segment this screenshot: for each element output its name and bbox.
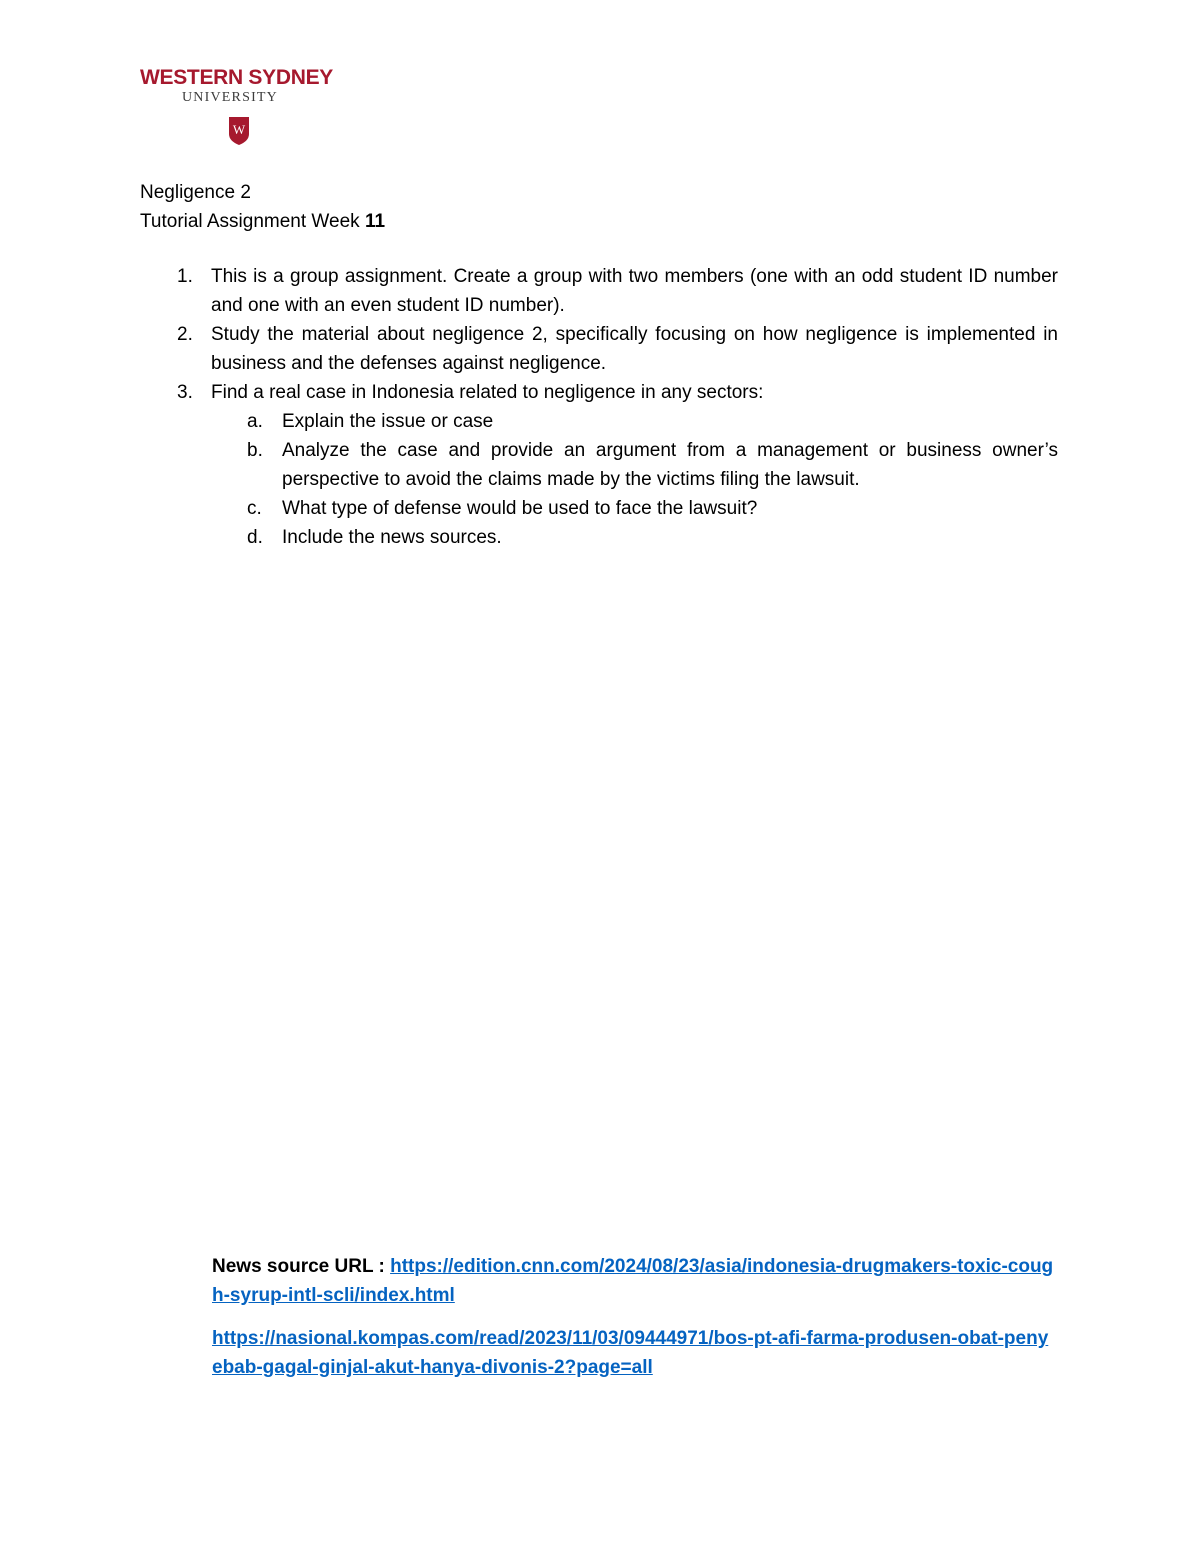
sub-list-letter: c. — [247, 498, 262, 519]
sub-list-item-text: Analyze the case and provide an argument from a management or business owner’s perspective to avoid the claims made by the victims filing the lawsuit. — [282, 440, 1058, 490]
sub-list-item-text: What type of defense would be used to face the lawsuit? — [282, 498, 758, 519]
news-source-label: News source URL : — [212, 1256, 391, 1277]
week-number: 11 — [364, 211, 386, 232]
sub-list-item — [140, 523, 1058, 552]
list-number: 1. — [177, 266, 193, 287]
news-source-link-kompas[interactable]: https://nasional.kompas.com/read/2023/11/03/09444971/bos-pt-afi-farma-produsen-obat-penyebab-gagal-ginjal-akut-hanya-divonis-2?page=all — [212, 1328, 1049, 1378]
sub-list-item — [140, 407, 1058, 436]
logo-wordmark-line2: UNIVERSITY — [182, 90, 278, 105]
news-sources — [212, 1252, 1058, 1382]
sub-list-item-text: Include the news sources. — [282, 527, 502, 548]
subtitle-text: Tutorial Assignment Week — [140, 211, 365, 232]
list-item — [140, 378, 1058, 407]
list-item — [140, 320, 1058, 378]
logo-wordmark-line1: WESTERN SYDNEY — [140, 66, 333, 89]
document-subtitle — [140, 207, 385, 236]
university-logo — [140, 66, 340, 148]
document-heading — [140, 178, 385, 236]
sub-list-item — [140, 436, 1058, 494]
list-item-text: Study the material about negligence 2, specifically focusing on how negligence is implemented in business and the defenses against negligence. — [211, 324, 1058, 374]
document-title: Negligence 2 — [140, 182, 251, 203]
svg-text:W: W — [232, 122, 246, 137]
news-source-link-cnn[interactable]: https://edition.cnn.com/2024/08/23/asia/indonesia-drugmakers-toxic-cough-syrup-intl-scli/index.html — [212, 1256, 1054, 1306]
list-item-text: Find a real case in Indonesia related to negligence in any sectors: — [211, 382, 764, 403]
assignment-list — [140, 262, 1058, 552]
source-1 — [212, 1252, 1058, 1310]
list-item — [140, 262, 1058, 320]
list-number: 3. — [177, 382, 193, 403]
list-number: 2. — [177, 324, 193, 345]
sub-list-item — [140, 494, 1058, 523]
sub-list-letter: d. — [247, 527, 263, 548]
sub-list-item-text: Explain the issue or case — [282, 411, 494, 432]
source-2 — [212, 1324, 1058, 1382]
shield-icon — [228, 116, 250, 146]
sub-list-letter: b. — [247, 440, 263, 461]
list-item-text: This is a group assignment. Create a group with two members (one with an odd student ID number and one with an even student ID number). — [211, 266, 1058, 316]
sub-list-letter: a. — [247, 411, 263, 432]
